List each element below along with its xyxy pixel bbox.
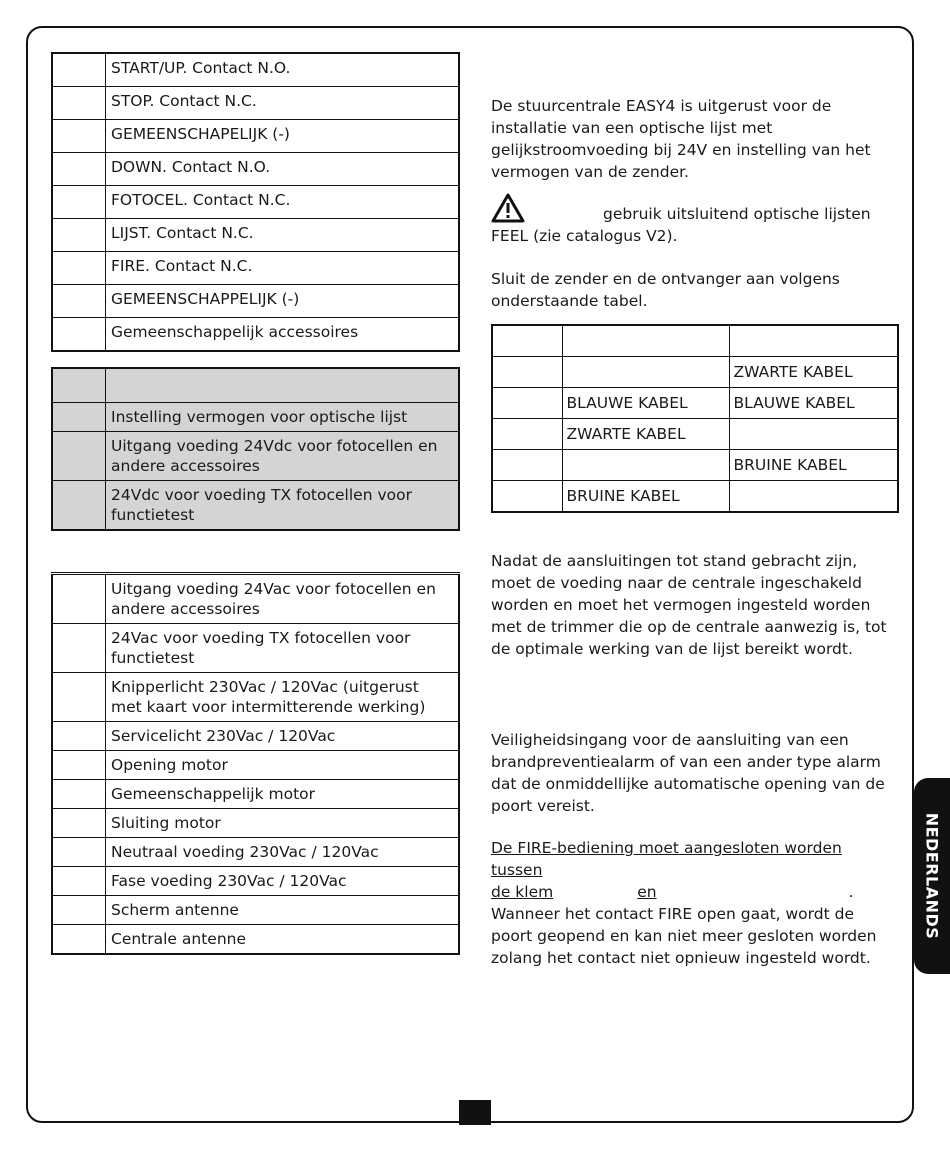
cable-cell	[562, 357, 729, 388]
table-header-row	[52, 368, 459, 403]
table-row	[52, 751, 459, 780]
terminal-description-cell: 24Vac voor voeding TX fotocellen voor functietest	[106, 624, 460, 673]
terminal-number-cell	[52, 809, 106, 838]
terminal-number-cell	[52, 925, 106, 955]
terminal-description-cell: Instelling vermogen voor optische lijst	[106, 403, 460, 432]
cable-cell	[729, 419, 898, 450]
cable-table	[491, 324, 899, 513]
cable-cell: BRUINE KABEL	[729, 450, 898, 481]
cable-cell	[492, 388, 562, 419]
dc-terminal-table	[51, 367, 460, 531]
terminal-number-cell	[52, 153, 106, 186]
table-row	[52, 219, 459, 252]
table-row	[52, 403, 459, 432]
table-row	[492, 388, 898, 419]
table-row	[52, 722, 459, 751]
terminal-number-cell	[52, 318, 106, 352]
fire-note-line1: De FIRE-bediening moet aangesloten worden tussen	[491, 839, 842, 879]
fire-note-period: .	[848, 883, 854, 901]
warning-text-line2: FEEL (zie catalogus V2).	[491, 227, 678, 245]
table-row	[492, 419, 898, 450]
terminal-number-cell	[52, 403, 106, 432]
table-row	[52, 624, 459, 673]
terminal-number-cell	[52, 186, 106, 219]
warning-triangle-icon	[491, 193, 525, 223]
table-row	[52, 285, 459, 318]
terminal-number-cell	[52, 574, 106, 624]
terminal-number-cell	[52, 751, 106, 780]
table-row	[52, 896, 459, 925]
fire-connection-note	[491, 837, 896, 903]
terminal-description-cell: STOP. Contact N.C.	[106, 87, 460, 120]
terminal-description-cell: Knipperlicht 230Vac / 120Vac (uitgerust met kaart voor intermitterende werking)	[106, 673, 460, 722]
terminal-description-cell: Fase voeding 230Vac / 120Vac	[106, 867, 460, 896]
table-row	[52, 809, 459, 838]
terminal-description-cell: Uitgang voeding 24Vac voor fotocellen en andere accessoires	[106, 574, 460, 624]
terminal-description-cell: Centrale antenne	[106, 925, 460, 955]
terminal-number-cell	[52, 432, 106, 481]
table-row	[492, 481, 898, 513]
table-row	[52, 867, 459, 896]
terminal-number-cell	[52, 722, 106, 751]
cable-cell	[492, 419, 562, 450]
table-row	[52, 780, 459, 809]
terminal-number-cell	[52, 219, 106, 252]
table-row	[52, 87, 459, 120]
table-row	[52, 925, 459, 955]
terminal-description-cell: Scherm antenne	[106, 896, 460, 925]
terminal-description-cell: FIRE. Contact N.C.	[106, 252, 460, 285]
terminal-description-cell: Gemeenschappelijk accessoires	[106, 318, 460, 352]
terminal-description-cell: GEMEENSCHAPPELIJK (-)	[106, 285, 460, 318]
terminal-description-cell: Neutraal voeding 230Vac / 120Vac	[106, 838, 460, 867]
table-row	[492, 357, 898, 388]
cable-cell: ZWARTE KABEL	[729, 357, 898, 388]
terminal-number-cell	[52, 481, 106, 531]
table-row	[52, 318, 459, 352]
cable-cell	[562, 450, 729, 481]
terminal-description-cell: Sluiting motor	[106, 809, 460, 838]
table-row	[52, 186, 459, 219]
safety-paragraph: Veiligheidsingang voor de aansluiting van een brandpreventiealarm of van een ander type alarm dat de onmiddellijke automatische opening van de poort vereist.	[491, 731, 885, 815]
cable-cell	[492, 481, 562, 513]
inputs-terminal-table	[51, 52, 460, 352]
connect-paragraph: Sluit de zender en de ontvanger aan volgens onderstaande tabel.	[491, 270, 840, 310]
terminal-number-cell	[52, 120, 106, 153]
terminal-description-cell: Servicelicht 230Vac / 120Vac	[106, 722, 460, 751]
ac-terminal-table	[51, 572, 460, 955]
terminal-description-cell: Gemeenschappelijk motor	[106, 780, 460, 809]
table-row	[52, 838, 459, 867]
terminal-description-cell: Opening motor	[106, 751, 460, 780]
cable-cell	[562, 325, 729, 357]
page-number-block	[459, 1100, 491, 1125]
table-row	[52, 53, 459, 87]
table-row	[52, 432, 459, 481]
table-row	[52, 673, 459, 722]
terminal-description-cell: LIJST. Contact N.C.	[106, 219, 460, 252]
warning-text-line1: gebruik uitsluitend optische lijsten	[603, 205, 871, 223]
terminal-description-cell: START/UP. Contact N.O.	[106, 53, 460, 87]
cable-cell	[492, 325, 562, 357]
terminal-description-cell: GEMEENSCHAPELIJK (-)	[106, 120, 460, 153]
cable-cell	[492, 450, 562, 481]
terminal-number-cell	[52, 624, 106, 673]
table-row	[52, 153, 459, 186]
cable-cell	[492, 357, 562, 388]
language-tab-label: NEDERLANDS	[922, 812, 942, 940]
terminal-number-cell	[52, 53, 106, 87]
cable-cell: BRUINE KABEL	[562, 481, 729, 513]
adjust-paragraph: Nadat de aansluitingen tot stand gebracht zijn, moet de voeding naar de centrale ingeschakeld worden en moet het vermogen ingesteld worden met de trimmer die op de centrale aanwezig is, tot de optimale werking van de lijst bereikt wordt.	[491, 552, 887, 658]
table-row	[52, 574, 459, 624]
terminal-description-cell: FOTOCEL. Contact N.C.	[106, 186, 460, 219]
cable-cell	[729, 481, 898, 513]
terminal-number-cell	[52, 252, 106, 285]
terminal-number-cell	[52, 285, 106, 318]
cable-cell: BLAUWE KABEL	[729, 388, 898, 419]
fire-note-and: en	[637, 883, 657, 901]
fire-note-terminal-label: de klem	[491, 883, 554, 901]
table-row	[52, 481, 459, 531]
terminal-number-cell	[52, 896, 106, 925]
cable-cell	[729, 325, 898, 357]
warning-note	[491, 193, 896, 247]
intro-paragraph: De stuurcentrale EASY4 is uitgerust voor de installatie van een optische lijst met gelijkstroomvoeding bij 24V en instelling van het vermogen van de zender.	[491, 97, 871, 181]
terminal-description-cell: 24Vdc voor voeding TX fotocellen voor functietest	[106, 481, 460, 531]
terminal-description-cell: Uitgang voeding 24Vdc voor fotocellen en andere accessoires	[106, 432, 460, 481]
language-tab	[914, 778, 950, 974]
cable-cell: BLAUWE KABEL	[562, 388, 729, 419]
terminal-number-cell	[52, 673, 106, 722]
terminal-number-cell	[52, 838, 106, 867]
terminal-description-cell: DOWN. Contact N.O.	[106, 153, 460, 186]
terminal-number-cell	[52, 780, 106, 809]
table-row	[492, 450, 898, 481]
cable-cell: ZWARTE KABEL	[562, 419, 729, 450]
table-row	[492, 325, 898, 357]
table-row	[52, 252, 459, 285]
table-row	[52, 120, 459, 153]
fire-open-paragraph: Wanneer het contact FIRE open gaat, wordt de poort geopend en kan niet meer gesloten worden zolang het contact niet opnieuw ingesteld wordt.	[491, 905, 877, 967]
terminal-number-cell	[52, 867, 106, 896]
terminal-number-cell	[52, 87, 106, 120]
